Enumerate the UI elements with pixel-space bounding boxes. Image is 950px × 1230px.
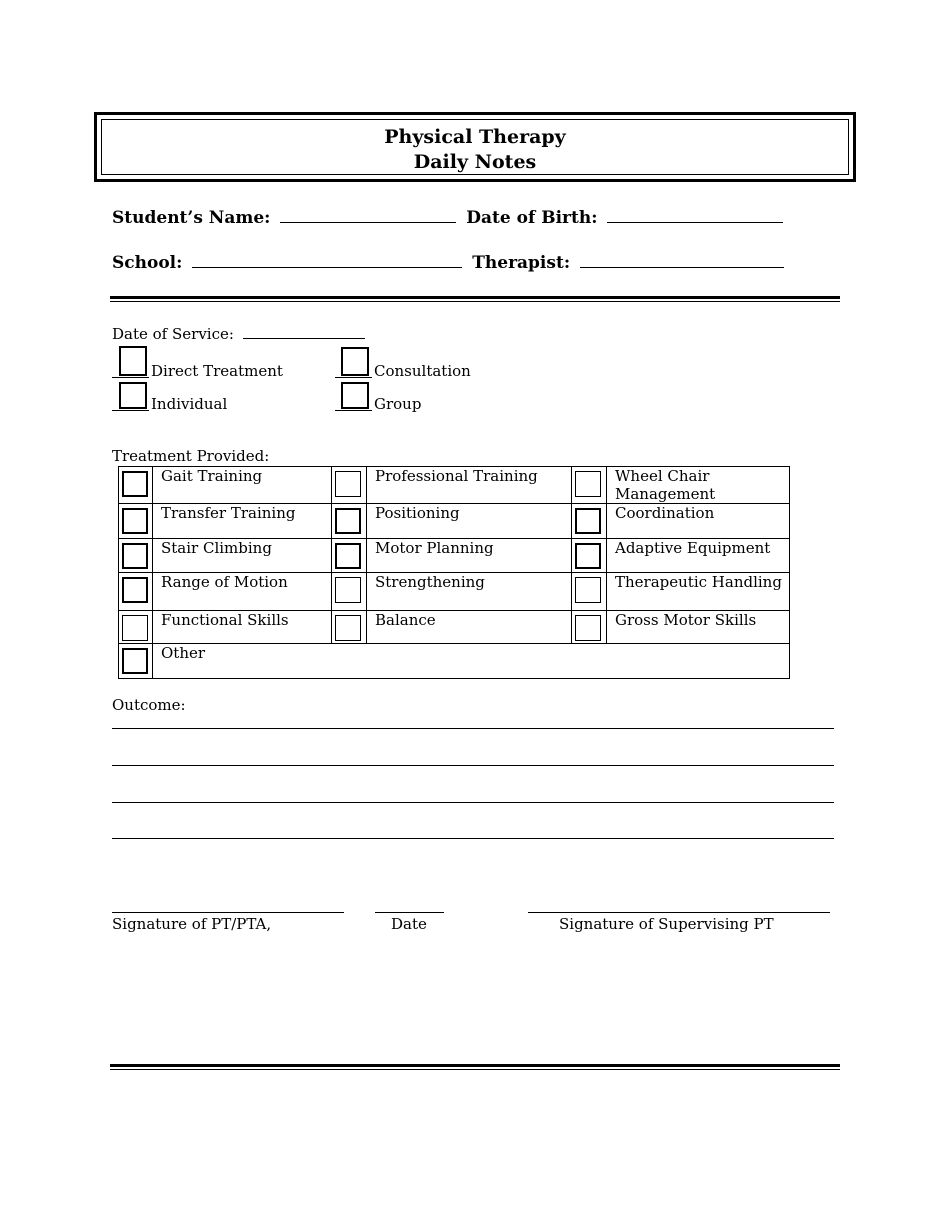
direct-treatment-checkbox[interactable] xyxy=(119,346,147,376)
coordination-label: Coordination xyxy=(607,504,790,539)
transfer-training-checkbox[interactable] xyxy=(122,508,148,534)
individual-checkbox[interactable] xyxy=(119,382,147,409)
wheel-chair-management-checkbox[interactable] xyxy=(575,471,601,497)
transfer-training-label: Transfer Training xyxy=(153,504,332,539)
pt-pta-signature-label: Signature of PT/PTA, xyxy=(112,915,272,933)
table-row xyxy=(119,539,790,573)
table-row xyxy=(119,611,790,644)
form-title: Physical Therapy xyxy=(384,126,566,148)
range-of-motion-label: Range of Motion xyxy=(153,573,332,611)
table-row xyxy=(119,573,790,611)
coordination-checkbox[interactable] xyxy=(575,508,601,534)
balance-checkbox[interactable] xyxy=(335,615,361,641)
table-row xyxy=(119,504,790,539)
table-row xyxy=(119,467,790,504)
professional-training-label: Professional Training xyxy=(367,467,572,504)
header-row-1 xyxy=(112,207,787,228)
group-label: Group xyxy=(374,395,422,413)
therapeutic-handling-label: Therapeutic Handling xyxy=(607,573,790,611)
student-name-label: Student’s Name: xyxy=(112,208,271,228)
positioning-checkbox[interactable] xyxy=(335,508,361,534)
supervising-signature-line[interactable] xyxy=(528,912,830,913)
title-frame-inner xyxy=(101,119,849,175)
consultation-checkbox[interactable] xyxy=(341,347,369,376)
checkbox-underline xyxy=(112,377,149,378)
gross-motor-skills-label: Gross Motor Skills xyxy=(607,611,790,644)
outcome-line-4[interactable] xyxy=(112,838,834,839)
table-row xyxy=(119,644,790,679)
dob-field[interactable] xyxy=(607,207,783,223)
school-field[interactable] xyxy=(192,252,462,268)
student-name-field[interactable] xyxy=(280,207,456,223)
therapist-label: Therapist: xyxy=(472,253,571,273)
other-label: Other xyxy=(153,644,790,679)
date-of-service xyxy=(112,325,369,343)
date-label: Date xyxy=(391,915,427,933)
title-frame xyxy=(94,112,856,182)
form-subtitle: Daily Notes xyxy=(413,151,537,173)
outcome-line-2[interactable] xyxy=(112,765,834,766)
range-of-motion-checkbox[interactable] xyxy=(122,577,148,603)
school-label: School: xyxy=(112,253,183,273)
functional-skills-checkbox[interactable] xyxy=(122,615,148,641)
gross-motor-skills-checkbox[interactable] xyxy=(575,615,601,641)
stair-climbing-label: Stair Climbing xyxy=(153,539,332,573)
individual-label: Individual xyxy=(151,395,228,413)
footer-divider xyxy=(110,1064,840,1070)
outcome-line-3[interactable] xyxy=(112,802,834,803)
date-of-service-label: Date of Service: xyxy=(112,325,234,343)
group-checkbox[interactable] xyxy=(341,382,369,409)
treatment-table xyxy=(118,466,790,679)
checkbox-underline xyxy=(335,410,372,411)
header-row-2 xyxy=(112,252,788,273)
therapist-field[interactable] xyxy=(580,252,784,268)
motor-planning-label: Motor Planning xyxy=(367,539,572,573)
motor-planning-checkbox[interactable] xyxy=(335,543,361,569)
positioning-label: Positioning xyxy=(367,504,572,539)
wheel-chair-management-label: Wheel Chair Management xyxy=(607,467,790,504)
therapeutic-handling-checkbox[interactable] xyxy=(575,577,601,603)
dob-label: Date of Birth: xyxy=(466,208,598,228)
header-divider xyxy=(110,296,840,302)
functional-skills-label: Functional Skills xyxy=(153,611,332,644)
date-signature-line[interactable] xyxy=(375,912,444,913)
outcome-label: Outcome: xyxy=(112,696,186,714)
checkbox-underline xyxy=(335,377,372,378)
professional-training-checkbox[interactable] xyxy=(335,471,361,497)
direct-treatment-label: Direct Treatment xyxy=(151,362,283,380)
balance-label: Balance xyxy=(367,611,572,644)
treatment-provided-label: Treatment Provided: xyxy=(112,447,270,465)
consultation-label: Consultation xyxy=(374,362,471,380)
strengthening-checkbox[interactable] xyxy=(335,577,361,603)
pt-pta-signature-line[interactable] xyxy=(112,912,344,913)
supervising-signature-label: Signature of Supervising PT xyxy=(559,915,774,933)
strengthening-label: Strengthening xyxy=(367,573,572,611)
adaptive-equipment-checkbox[interactable] xyxy=(575,543,601,569)
outcome-line-1[interactable] xyxy=(112,728,834,729)
adaptive-equipment-label: Adaptive Equipment xyxy=(607,539,790,573)
checkbox-underline xyxy=(112,410,149,411)
date-of-service-field[interactable] xyxy=(243,325,365,339)
other-checkbox[interactable] xyxy=(122,648,148,674)
stair-climbing-checkbox[interactable] xyxy=(122,543,148,569)
gait-training-checkbox[interactable] xyxy=(122,471,148,497)
gait-training-label: Gait Training xyxy=(153,467,332,504)
